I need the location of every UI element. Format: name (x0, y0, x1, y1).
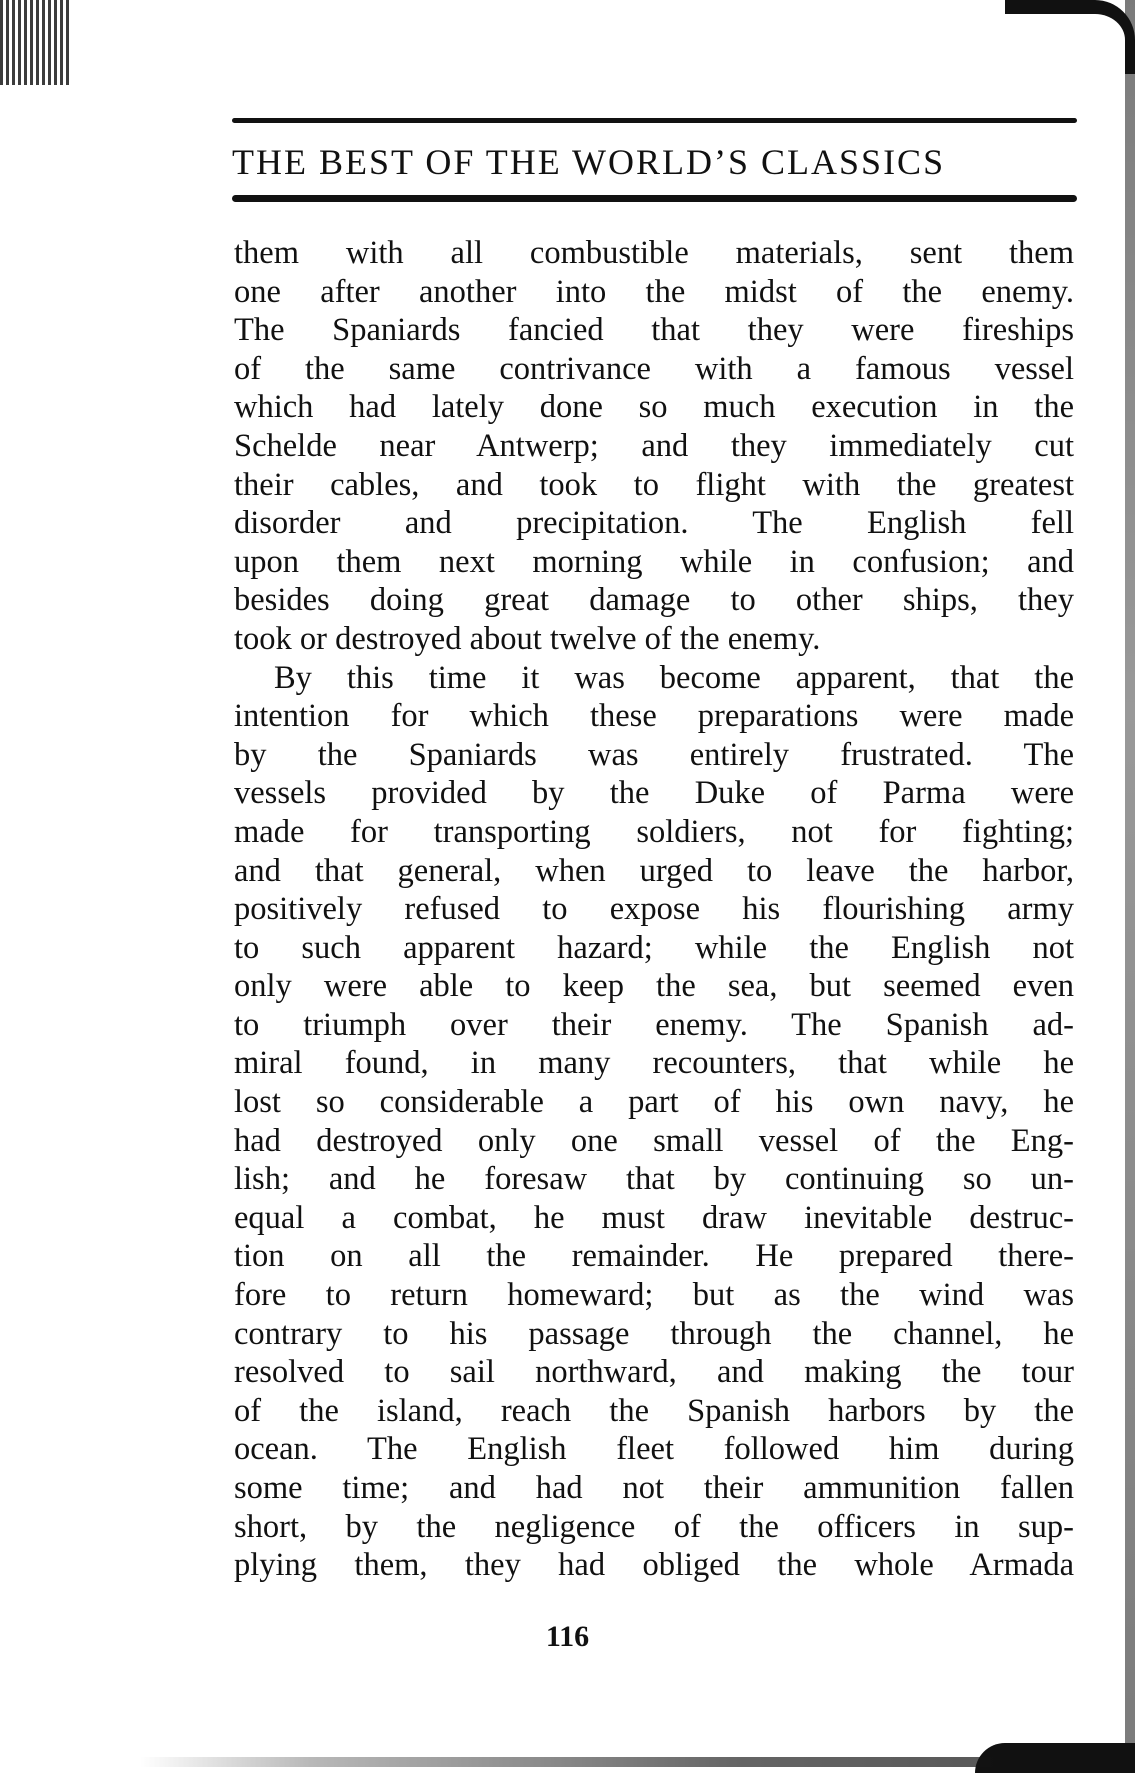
text-line: of the same contrivance with a famous vessel (234, 350, 1074, 387)
text-line: and that general, when urged to leave the harbor, (234, 852, 1074, 889)
scan-smudge (140, 1757, 1000, 1767)
text-line: short, by the negligence of the officers in sup- (234, 1508, 1074, 1545)
text-line: of the island, reach the Spanish harbors by the (234, 1392, 1074, 1429)
body-text (234, 234, 1074, 1585)
header-rule-top (232, 118, 1077, 123)
text-line: vessels provided by the Duke of Parma were (234, 775, 1074, 812)
scan-edge-left (0, 0, 70, 85)
text-line: tion on all the remainder. He prepared there- (234, 1238, 1074, 1275)
text-line: which had lately done so much execution in the (234, 389, 1074, 426)
text-line: lish; and he foresaw that by continuing so un- (234, 1161, 1074, 1198)
text-line: only were able to keep the sea, but seemed even (234, 968, 1074, 1005)
text-line: intention for which these preparations were made (234, 698, 1074, 735)
text-line: contrary to his passage through the channel, he (234, 1315, 1074, 1352)
text-line: equal a combat, he must draw inevitable destruc- (234, 1199, 1074, 1236)
text-line: disorder and precipitation. The English fell (234, 505, 1074, 542)
text-line: miral found, in many recounters, that while he (234, 1045, 1074, 1082)
text-line: fore to return homeward; but as the wind was (234, 1277, 1074, 1314)
text-line: By this time it was become apparent, that the (274, 659, 1074, 696)
page-header (232, 118, 1077, 202)
text-line: The Spaniards fancied that they were fireships (234, 312, 1074, 349)
text-line: Schelde near Antwerp; and they immediately cut (234, 427, 1074, 464)
text-line: resolved to sail northward, and making the tour (234, 1354, 1074, 1391)
page-corner-top (1005, 0, 1135, 74)
text-line: made for transporting soldiers, not for fighting; (234, 813, 1074, 850)
text-line: took or destroyed about twelve of the enemy. (234, 620, 821, 657)
text-line: plying them, they had obliged the whole Armada (234, 1547, 1074, 1584)
text-line: to triumph over their enemy. The Spanish ad- (234, 1006, 1074, 1043)
text-line: positively refused to expose his flourishing army (234, 891, 1074, 928)
text-line: some time; and had not their ammunition fallen (234, 1470, 1074, 1506)
text-line: them with all combustible materials, sent them (234, 235, 1074, 271)
text-line: upon them next morning while in confusion; and (234, 543, 1074, 580)
header-rule-bottom (232, 195, 1077, 202)
text-line: by the Spaniards was entirely frustrated. The (234, 736, 1074, 773)
text-line: had destroyed only one small vessel of the Eng- (234, 1122, 1074, 1159)
text-line: ocean. The English fleet followed him during (234, 1431, 1074, 1468)
running-head: THE BEST OF THE WORLD’S CLASSICS (232, 142, 946, 182)
text-line: their cables, and took to flight with the greatest (234, 466, 1074, 503)
text-line: to such apparent hazard; while the English not (234, 929, 1074, 966)
text-line: besides doing great damage to other ships, they (234, 582, 1074, 619)
text-line: lost so considerable a part of his own navy, he (234, 1084, 1074, 1121)
text-line: one after another into the midst of the enemy. (234, 273, 1074, 310)
page-number: 116 (545, 1620, 590, 1653)
scan-edge-right (1125, 0, 1135, 1773)
